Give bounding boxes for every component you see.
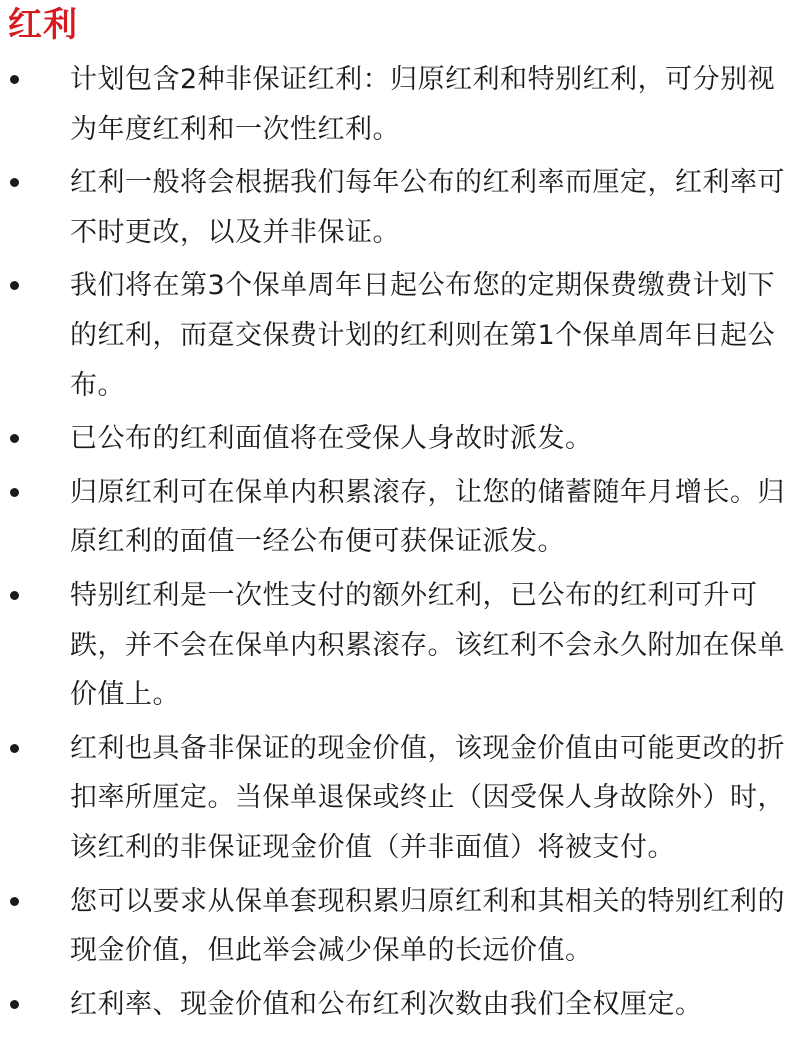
list-item: [0, 468, 809, 567]
list-item: [0, 158, 809, 257]
list-item: [0, 877, 809, 976]
bullet-text: 归原红利可在保单内积累滚存，让您的储蓄随年月增长。归原红利的面值一经公布便可获保证派发。: [70, 476, 785, 558]
list-item: [0, 261, 809, 410]
list-item: [0, 414, 809, 464]
bullet-icon: [10, 434, 19, 443]
bullet-icon: [10, 897, 19, 906]
list-item: [0, 571, 809, 720]
section-title: 红利: [8, 5, 78, 45]
bullet-text: 红利一般将会根据我们每年公布的红利率而厘定，红利率可不时更改，以及并非保证。: [70, 167, 785, 248]
bullet-text: 红利率、现金价值和公布红利次数由我们全权厘定。: [70, 988, 703, 1020]
bullet-text: 计划包含2种非保证红利：归原红利和特别红利，可分别视为年度红利和一次性红利。: [70, 64, 776, 145]
bullet-icon: [10, 281, 19, 290]
bullet-text: 已公布的红利面值将在受保人身故时派发。: [70, 423, 593, 455]
list-item: [0, 980, 809, 1030]
bullet-text: 特别红利是一次性支付的额外红利，已公布的红利可升可跌，并不会在保单内积累滚存。该红利不会永久附加在保单价值上。: [70, 579, 785, 711]
bullet-icon: [10, 75, 19, 84]
bullet-text: 您可以要求从保单套现积累归原红利和其相关的特别红利的现金价值，但此举会减少保单的长远价值。: [70, 885, 785, 967]
bullet-text: 红利也具备非保证的现金价值，该现金价值由可能更改的折扣率所厘定。当保单退保或终止（因受保人身故除外）时，该红利的非保证现金价值（并非面值）将被支付。: [70, 732, 785, 863]
bullet-icon: [10, 488, 19, 497]
bonus-bullet-list: [0, 55, 809, 1033]
bullet-icon: [10, 744, 19, 753]
bullet-text: 我们将在第3个保单周年日起公布您的定期保费缴费计划下的红利，而趸交保费计划的红利则在第1个保单周年日起公布。: [70, 270, 776, 401]
bullet-icon: [10, 591, 19, 600]
list-item: [0, 55, 809, 154]
bullet-icon: [10, 1000, 19, 1009]
list-item: [0, 724, 809, 873]
bullet-icon: [10, 178, 19, 187]
